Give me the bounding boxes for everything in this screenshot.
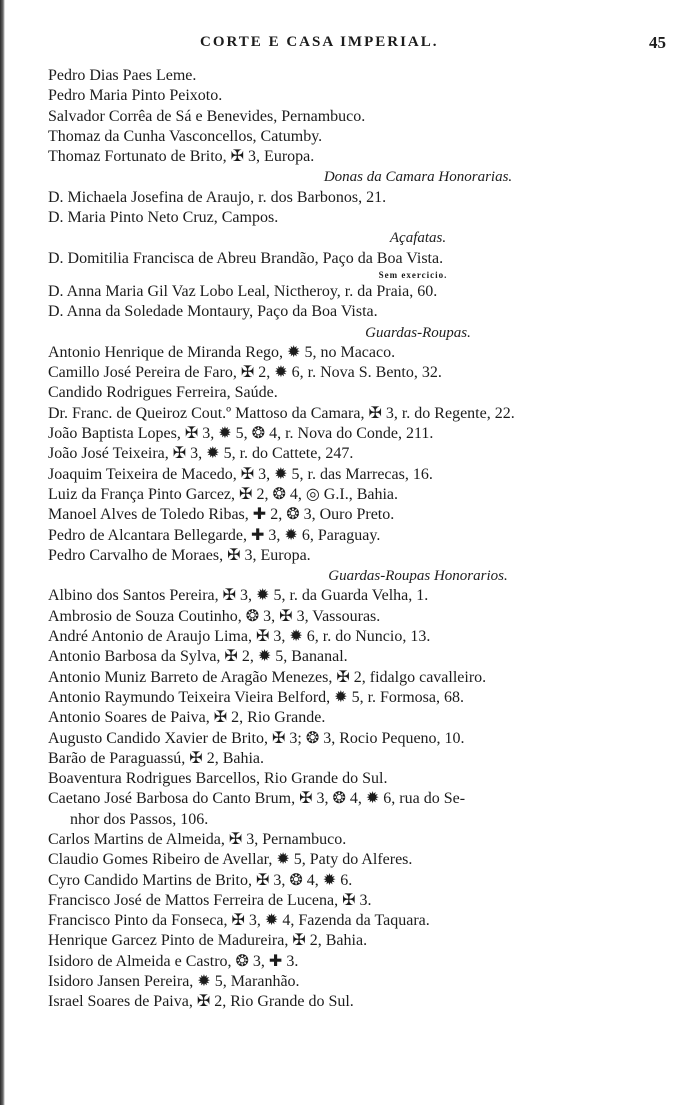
section-heading: Guardas-Roupas Honorarios. (328, 568, 508, 585)
entry-line: Dr. Franc. de Queiroz Cout.º Mattoso da Camara, ✠ 3, r. do Regente, 22. (48, 404, 515, 422)
page-body (48, 66, 668, 1013)
entry-line: D. Michaela Josefina de Araujo, r. dos Barbonos, 21. (48, 188, 387, 206)
entry-line: Antonio Henrique de Miranda Rego, ✹ 5, no Macaco. (48, 343, 396, 361)
entry-line: Pedro Carvalho de Moraes, ✠ 3, Europa. (48, 546, 311, 564)
entry-line: Isidoro de Almeida e Castro, ❂ 3, ✚ 3. (48, 952, 299, 970)
entry-line: Claudio Gomes Ribeiro de Avellar, ✹ 5, Paty do Alferes. (48, 851, 413, 869)
entry-line: Salvador Corrêa de Sá e Benevides, Pernambuco. (48, 107, 366, 125)
entry-line: Isidoro Jansen Pereira, ✹ 5, Maranhão. (48, 973, 300, 991)
entry-line: Boaventura Rodrigues Barcellos, Rio Grande do Sul. (48, 770, 388, 788)
page-number: 45 (649, 33, 666, 52)
entry-line: Barão de Paraguassú, ✠ 2, Bahia. (48, 749, 265, 767)
page-header (0, 34, 682, 58)
entry-line: Antonio Muniz Barreto de Aragão Menezes, ✠ 2, fidalgo cavalleiro. (48, 668, 487, 686)
entry-line: D. Anna da Soledade Montaury, Paço da Boa Vista. (48, 303, 378, 321)
entry-line: Ambrosio de Souza Coutinho, ❂ 3, ✠ 3, Vassouras. (48, 607, 381, 625)
entry-line: Cyro Candido Martins de Brito, ✠ 3, ❂ 4, ✹ 6. (48, 871, 353, 889)
entry-line: Manoel Alves de Toledo Ribas, ✚ 2, ❂ 3, Ouro Preto. (48, 506, 395, 524)
entry-line: Pedro de Alcantara Bellegarde, ✚ 3, ✹ 6, Paraguay. (48, 526, 381, 544)
entry-line: Antonio Raymundo Teixeira Vieira Belford, ✹ 5, r. Formosa, 68. (48, 688, 465, 706)
section-subnote: Sem exercicio. (378, 269, 448, 280)
section-heading: Açafatas. (389, 230, 447, 247)
section-heading: Donas da Camara Honorarias. (323, 169, 513, 186)
entry-line: Pedro Dias Paes Leme. (48, 67, 197, 84)
entry-line: Luiz da França Pinto Garcez, ✠ 2, ❂ 4, ◎ G.I., Bahia. (48, 485, 399, 503)
entry-line: Antonio Soares de Paiva, ✠ 2, Rio Grande. (48, 709, 326, 727)
entry-line: Henrique Garcez Pinto de Madureira, ✠ 2, Bahia. (48, 932, 368, 950)
entry-line: Joaquim Teixeira de Macedo, ✠ 3, ✹ 5, r. das Marrecas, 16. (48, 465, 433, 483)
entry-line: André Antonio de Araujo Lima, ✠ 3, ✹ 6, r. do Nuncio, 13. (48, 628, 431, 646)
entry-line: Caetano José Barbosa do Canto Brum, ✠ 3, ❂ 4, ✹ 6, rua do Se- (48, 790, 466, 808)
entry-line: Francisco José de Mattos Ferreira de Lucena, ✠ 3. (48, 891, 372, 909)
entry-line: D. Domitilia Francisca de Abreu Brandão, Paço da Boa Vista. (48, 249, 444, 267)
entry-line: Albino dos Santos Pereira, ✠ 3, ✹ 5, r. da Guarda Velha, 1. (48, 587, 429, 605)
entry-continuation-line: nhor dos Passos, 106. (70, 810, 209, 828)
entry-line: Francisco Pinto da Fonseca, ✠ 3, ✹ 4, Fazenda da Taquara. (48, 912, 430, 930)
entry-line: Pedro Maria Pinto Peixoto. (48, 87, 223, 105)
entry-line: João José Teixeira, ✠ 3, ✹ 5, r. do Cattete, 247. (48, 445, 354, 463)
page-binding-edge (0, 0, 5, 1105)
entry-line: João Baptista Lopes, ✠ 3, ✹ 5, ❂ 4, r. Nova do Conde, 211. (48, 425, 434, 443)
entry-line: D. Maria Pinto Neto Cruz, Campos. (48, 209, 279, 227)
entry-line: Antonio Barbosa da Sylva, ✠ 2, ✹ 5, Bananal. (48, 648, 348, 666)
entry-line: D. Anna Maria Gil Vaz Lobo Leal, Nictheroy, r. da Praia, 60. (48, 282, 438, 300)
entry-line: Israel Soares de Paiva, ✠ 2, Rio Grande do Sul. (48, 993, 354, 1011)
entry-line: Augusto Candido Xavier de Brito, ✠ 3; ❂ 3, Rocio Pequeno, 10. (48, 729, 465, 747)
section-heading: Guardas-Roupas. (365, 324, 471, 341)
entry-line: Candido Rodrigues Ferreira, Saúde. (48, 384, 278, 402)
entry-line: Thomaz Fortunato de Brito, ✠ 3, Europa. (48, 148, 315, 166)
entry-line: Camillo José Pereira de Faro, ✠ 2, ✹ 6, r. Nova S. Bento, 32. (48, 364, 442, 382)
running-title: CORTE E CASA IMPERIAL. (200, 34, 439, 50)
entry-line: Carlos Martins de Almeida, ✠ 3, Pernambuco. (48, 830, 347, 848)
entry-line: Thomaz da Cunha Vasconcellos, Catumby. (48, 127, 323, 145)
